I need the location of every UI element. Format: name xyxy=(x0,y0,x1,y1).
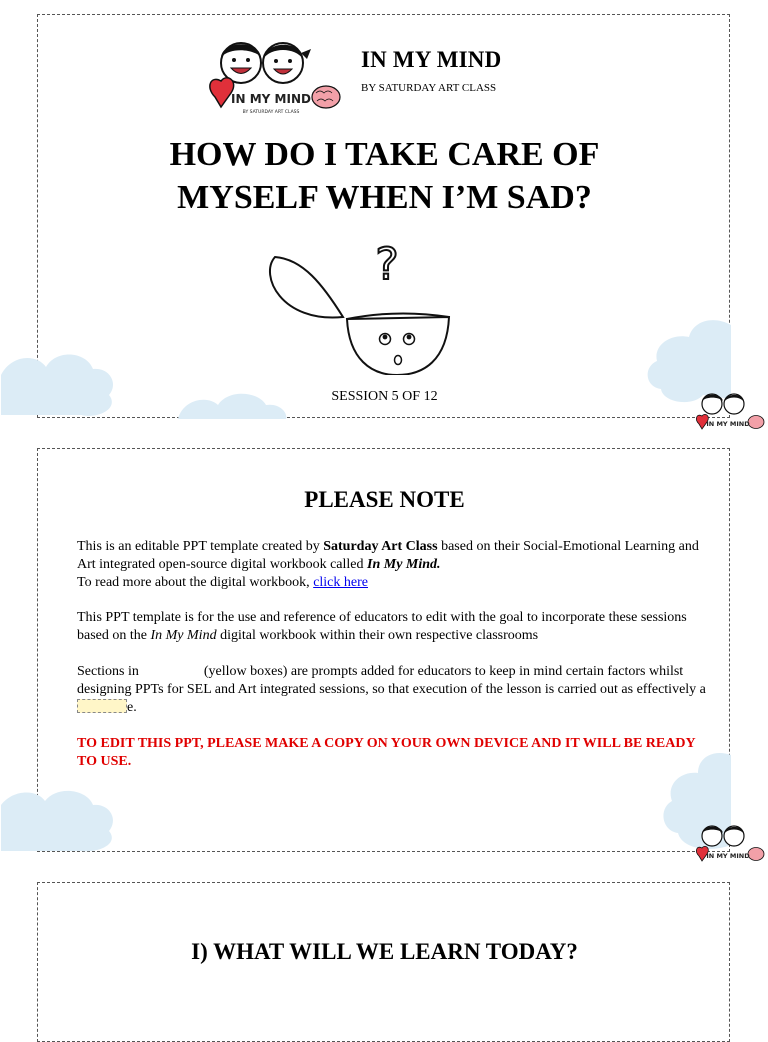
brand-subtitle: BY SATURDAY ART CLASS xyxy=(361,82,497,94)
note-text-span: (yellow boxes) are prompts added for educators to keep in mind certain factors whilst designing PPTs for SEL and Art integrated sessions, so that execution of the lesson is carried out as effectively a xyxy=(77,664,706,697)
edit-instruction: TO EDIT THIS PPT, PLEASE MAKE A COPY ON YOUR OWN DEVICE AND IT WILL BE READY TO USE. xyxy=(77,736,696,769)
note-paragraph-1 xyxy=(77,538,707,592)
corner-logo-text: IN MY MIND xyxy=(706,852,750,860)
logo-text: IN MY MIND xyxy=(231,92,311,106)
yellow-prompt-box xyxy=(77,699,127,713)
note-text-span: digital workbook within their own respective classrooms xyxy=(216,628,539,643)
note-text-span: This PPT template is for the use and reference of educators to edit with the goal to incorporate these sessions based on the xyxy=(77,610,687,643)
slide-learn-today xyxy=(37,882,730,1042)
question-mark-icon: ? xyxy=(375,239,399,290)
in-my-mind-corner-logo xyxy=(692,390,766,434)
title-line-2: MYSELF WHEN I’M SAD? xyxy=(177,179,592,216)
note-text-span: e. xyxy=(127,700,137,715)
in-my-mind-title-italic: In My Mind. xyxy=(367,557,441,572)
in-my-mind-corner-logo xyxy=(692,822,766,866)
in-my-mind-italic: In My Mind xyxy=(150,628,217,643)
session-title xyxy=(38,133,731,219)
logo-subtext: BY SATURDAY ART CLASS xyxy=(242,110,300,115)
title-line-1: HOW DO I TAKE CARE OF xyxy=(169,136,600,173)
cloud-decoration xyxy=(1,785,121,853)
corner-logo-text: IN MY MIND xyxy=(706,420,750,428)
thinking-bowl-illustration xyxy=(263,235,453,375)
click-here-link[interactable]: click here xyxy=(313,575,368,590)
note-text-span: Sections in xyxy=(77,664,143,679)
slide-please-note xyxy=(37,448,730,852)
note-text-span: based on their Social-Emotional Learning and Art integrated open-source digital workbook called xyxy=(77,539,699,572)
cloud-decoration xyxy=(1,345,121,419)
note-paragraph-2 xyxy=(77,609,707,645)
session-counter: SESSION 5 OF 12 xyxy=(331,389,438,404)
note-title: PLEASE NOTE xyxy=(304,487,465,512)
note-text-span: To read more about the digital workbook, xyxy=(77,575,314,590)
saturday-art-class-bold: Saturday Art Class xyxy=(323,539,438,554)
brand-title: IN MY MIND xyxy=(361,47,502,72)
in-my-mind-logo xyxy=(201,35,341,117)
slide-cover xyxy=(37,14,730,418)
note-paragraph-3 xyxy=(77,663,707,717)
note-text-span: This is an editable PPT template created by xyxy=(77,539,324,554)
learn-title: I) WHAT WILL WE LEARN TODAY? xyxy=(191,939,578,964)
